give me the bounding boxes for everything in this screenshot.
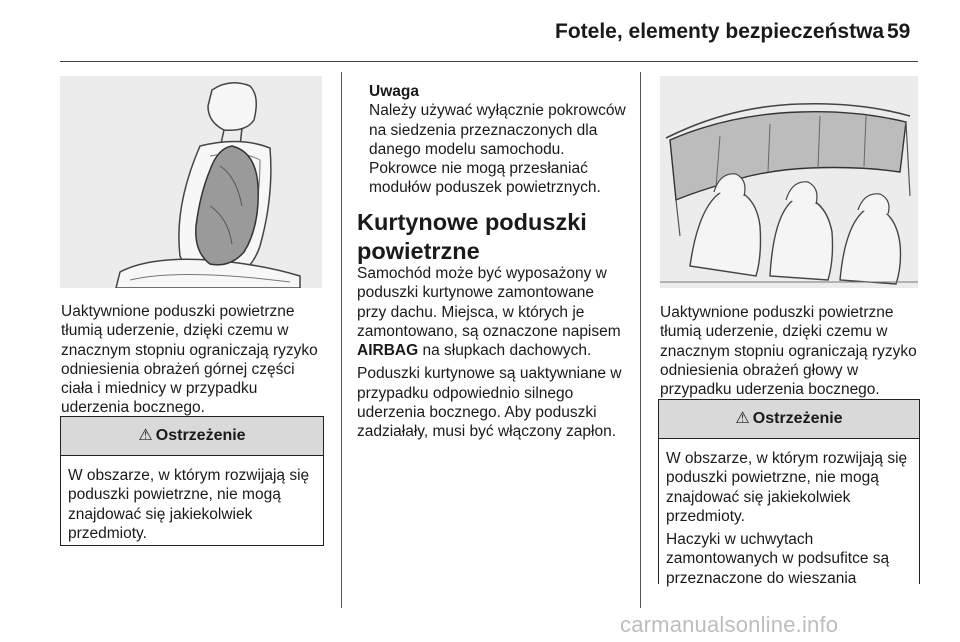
watermark: carmanualsonline.info bbox=[620, 612, 839, 637]
warning-title: Ostrzeżenie bbox=[752, 410, 843, 428]
section-body bbox=[357, 264, 625, 446]
right-column-paragraph: Uaktywnione poduszki powietrzne tłumią uderzenie, dzięki czemu w znacznym stopniu ograniczają ryzyko odniesienia obrażeń głowy w przypadku uderzenia bocznego. bbox=[660, 304, 917, 399]
left-column-paragraph: Uaktywnione poduszki powietrzne tłumią uderzenie, dzięki czemu w znacznym stopniu ograniczają ryzyko odniesienia obrażeń górnej części ciała i miednicy w przypadku uderzenia bocznego. bbox=[61, 303, 318, 417]
right-warning-box bbox=[658, 399, 920, 587]
warning-title: Ostrzeżenie bbox=[155, 427, 246, 445]
airbag-label: AIRBAG bbox=[357, 342, 419, 360]
note-title: Uwaga bbox=[369, 83, 419, 100]
section-paragraph-1: Samochód może być wyposażony w poduszki kurtynowe zamontowane przy dachu. Miejsca, w których je zamontowano, są oznaczone napisem AIRBAG na słupkach dachowych. bbox=[357, 265, 621, 360]
section-paragraph-2: Poduszki kurtynowe są uaktywniane w przypadku odpowiednio silnego uderzenia bocznego. Aby poduszki zadziałały, musi być włączony zapłon. bbox=[357, 365, 622, 441]
warning-text: W obszarze, w którym rozwijają się poduszki powietrzne, nie mogą znajdować się jakiekolwiek przedmioty. bbox=[68, 467, 310, 542]
column-divider-left bbox=[341, 72, 342, 608]
header-divider bbox=[60, 61, 918, 62]
curtain-airbag-figure bbox=[660, 76, 918, 288]
column-divider-right bbox=[640, 72, 641, 608]
warning-header bbox=[659, 400, 919, 439]
note-block bbox=[369, 82, 627, 198]
seat-with-side-airbag-illustration bbox=[60, 76, 322, 288]
section-heading: Kurtynowe poduszki powietrzne bbox=[357, 209, 587, 264]
warning-triangle-icon: ⚠ bbox=[735, 410, 750, 428]
warning-header bbox=[61, 417, 323, 456]
warning-text-1: W obszarze, w którym rozwijają się poduszki powietrzne, nie mogą znajdować się jakiekolwiek przedmioty. bbox=[666, 450, 908, 525]
warning-body bbox=[61, 456, 323, 543]
seat-airbag-figure bbox=[60, 76, 322, 288]
warning-triangle-icon: ⚠ bbox=[138, 427, 153, 445]
page-number: 59 bbox=[887, 20, 911, 43]
left-warning-box bbox=[60, 416, 324, 546]
warning-body bbox=[659, 439, 919, 588]
warning-text-2: Haczyki w uchwytach zamontowanych w podsufitce są przeznaczone do wieszania bbox=[666, 531, 890, 587]
curtain-airbag-car-interior-illustration bbox=[660, 76, 918, 288]
note-text: Należy używać wyłącznie pokrowców na siedzenia przeznaczonych dla danego modelu samochodu. Pokrowce nie mogą przesłaniać modułów poduszek powietrznych. bbox=[369, 102, 626, 197]
page-header-title: Fotele, elementy bezpieczeństwa bbox=[555, 20, 885, 43]
